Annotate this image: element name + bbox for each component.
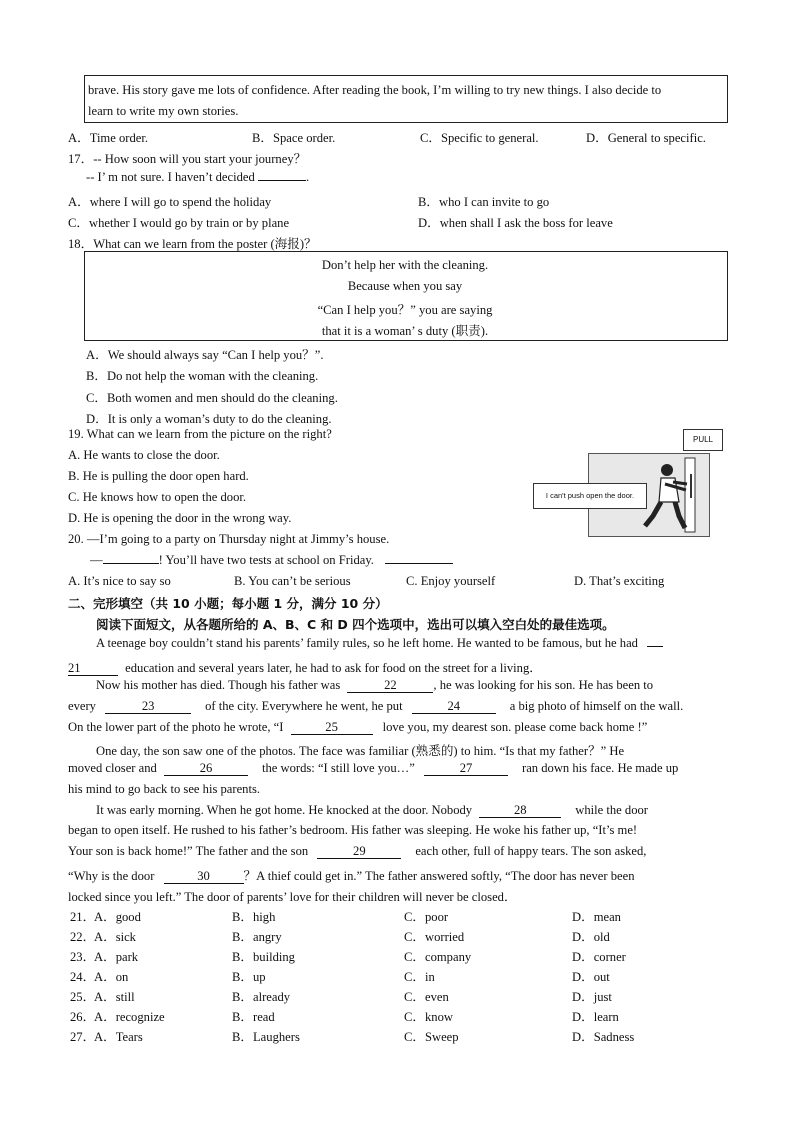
blank-26[interactable]: 26 — [164, 762, 248, 776]
option-d[interactable]: D．General to specific. — [586, 131, 706, 145]
passage-line: One day, the son saw one of the photos. The face was familiar (熟悉的) to him. “Is that my father？” He — [96, 744, 625, 758]
passage-text: education and several years later, he had to ask for food on the street for a living． — [125, 661, 542, 675]
poster-line: Because when you say — [347, 279, 463, 293]
passage-text: On the lower part of the photo he wrote, “I — [68, 720, 284, 734]
option-a[interactable]: A. It’s nice to say so — [68, 574, 171, 588]
question-17: 17．-- How soon will you start your journey？ — [68, 152, 307, 166]
cloze-option-c[interactable]: C．in — [404, 970, 435, 984]
cloze-option-b[interactable]: B．high — [232, 910, 276, 924]
cloze-option-d[interactable]: D．just — [572, 990, 612, 1004]
cloze-option-c[interactable]: C．know — [404, 1010, 453, 1024]
passage-text: , he was looking for his son. He has been to — [433, 678, 654, 692]
cloze-option-d[interactable]: D．corner — [572, 950, 626, 964]
passage-text: a big photo of himself on the wall. — [509, 699, 684, 713]
pull-sign: PULL — [683, 429, 723, 451]
option-b[interactable]: B．who I can invite to go — [418, 195, 550, 209]
passage-text: “Why is the door — [68, 869, 155, 883]
section-heading: 二、完形填空（共 10 小题；每小题 1 分，满分 10 分） — [68, 596, 388, 611]
cloze-option-d[interactable]: D．out — [572, 970, 610, 984]
cloze-option-c[interactable]: C．even — [404, 990, 449, 1004]
option-d[interactable]: D．It is only a woman’s duty to do the cleaning. — [86, 412, 332, 426]
cloze-question-number: 27． — [70, 1030, 96, 1044]
passage-text: Your son is back home!” The father and the son — [68, 844, 309, 858]
cloze-question-number: 26． — [70, 1010, 96, 1024]
cloze-option-b[interactable]: B．up — [232, 970, 266, 984]
passage-line: brave. His story gave me lots of confidence. After reading the book, I’m willing to try new things. I also decide to — [88, 83, 662, 97]
passage-text: moved closer and — [68, 761, 157, 775]
option-d[interactable]: D. That’s exciting — [574, 574, 665, 588]
option-c[interactable]: C．whether I would go by train or by plane — [68, 216, 290, 230]
question-18: 18．What can we learn from the poster (海报)？ — [68, 237, 317, 251]
cloze-option-a[interactable]: A．sick — [94, 930, 136, 944]
cloze-option-a[interactable]: A．park — [94, 950, 139, 964]
passage-line: began to open itself. He rushed to his father’s bedroom. His father was sleeping. He woke his father up, “It’s me! — [68, 823, 638, 837]
passage-line: his mind to go back to see his parents. — [68, 782, 261, 796]
cloze-option-c[interactable]: C．company — [404, 950, 472, 964]
passage-text: the words: “I still love you…” — [261, 761, 415, 775]
cloze-option-b[interactable]: B．read — [232, 1010, 275, 1024]
passage-line: learn to write my own stories. — [88, 104, 239, 118]
passage-text: each other, full of happy tears. The son asked, — [415, 844, 647, 858]
passage-text: It was early morning. When he got home. He knocked at the door. Nobody — [96, 803, 473, 817]
cloze-question-number: 22． — [70, 930, 96, 944]
option-c[interactable]: C．Both women and men should do the cleaning. — [86, 391, 338, 405]
option-b[interactable]: B. He is pulling the door open hard. — [68, 469, 249, 483]
passage-line — [68, 720, 647, 735]
question-20: 20. —I’m going to a party on Thursday night at Jimmy’s house. — [68, 532, 390, 546]
section-instruction: 阅读下面短文，从各题所给的 A、B、C 和 D 四个选项中，选出可以填入空白处的最佳选项。 — [96, 617, 615, 632]
cloze-question-number: 24． — [70, 970, 96, 984]
option-d[interactable]: D．when shall I ask the boss for leave — [418, 216, 613, 230]
answer-blank[interactable] — [103, 563, 159, 564]
passage-text: ？A thief could get in.” The father answered softly, “The door has never been — [243, 869, 635, 883]
cloze-option-d[interactable]: D．old — [572, 930, 610, 944]
cloze-option-b[interactable]: B．Laughers — [232, 1030, 300, 1044]
answer-blank[interactable] — [385, 563, 453, 564]
option-a[interactable]: A．We should always say “Can I help you？”. — [86, 348, 324, 362]
passage-line — [68, 657, 542, 676]
cloze-option-a[interactable]: A．still — [94, 990, 135, 1004]
passage-line: locked since you left.” The door of parents’ love for their children will never be closed． — [68, 890, 517, 904]
blank-27[interactable]: 27 — [424, 762, 508, 776]
passage-line — [68, 865, 635, 884]
blank-28[interactable]: 28 — [479, 804, 561, 818]
option-a[interactable]: A．where I will go to spend the holiday — [68, 195, 272, 209]
passage-text: A teenage boy couldn’t stand his parents’ family rules, so he left home. He wanted to be famous, but he had — [96, 636, 638, 650]
passage-text: Now his mother has died. Though his father was — [96, 678, 341, 692]
cloze-option-c[interactable]: C．Sweep — [404, 1030, 459, 1044]
blank-22[interactable]: 22 — [347, 679, 433, 693]
cloze-question-number: 25． — [70, 990, 96, 1004]
question-17-text: -- I’ m not sure. I haven’t decided — [86, 170, 255, 184]
passage-line — [96, 678, 653, 693]
cloze-option-a[interactable]: A．recognize — [94, 1010, 165, 1024]
answer-blank[interactable] — [258, 180, 306, 181]
passage-line — [68, 844, 646, 859]
passage-line — [96, 803, 648, 818]
blank-29[interactable]: 29 — [317, 845, 401, 859]
cloze-option-c[interactable]: C．poor — [404, 910, 449, 924]
blank-25[interactable]: 25 — [291, 721, 373, 735]
option-a[interactable]: A. He wants to close the door. — [68, 448, 220, 462]
cloze-option-b[interactable]: B．building — [232, 950, 295, 964]
passage-line — [68, 699, 683, 714]
cloze-option-d[interactable]: D．mean — [572, 910, 621, 924]
passage-text: of the city. Everywhere he went, he put — [205, 699, 403, 713]
question-20-text: ! You’ll have two tests at school on Friday. — [158, 553, 374, 567]
option-d[interactable]: D. He is opening the door in the wrong way. — [68, 511, 292, 525]
cloze-option-d[interactable]: D．learn — [572, 1010, 619, 1024]
option-c[interactable]: C. He knows how to open the door. — [68, 490, 247, 504]
cloze-option-b[interactable]: B．already — [232, 990, 291, 1004]
option-c[interactable]: C．Specific to general. — [420, 131, 539, 145]
passage-text: love you, my dearest son. please come back home !” — [382, 720, 648, 734]
passage-line — [68, 761, 678, 776]
blank-23[interactable]: 23 — [105, 700, 191, 714]
option-b[interactable]: B. You can’t be serious — [234, 574, 351, 588]
cloze-option-c[interactable]: C．worried — [404, 930, 465, 944]
passage-text: while the door — [575, 803, 648, 817]
cloze-option-a[interactable]: A．Tears — [94, 1030, 143, 1044]
blank-21-lead — [647, 646, 663, 647]
question-19: 19. What can we learn from the picture on the right? — [68, 427, 332, 441]
option-a[interactable]: A．Time order. — [68, 131, 148, 145]
blank-24[interactable]: 24 — [412, 700, 496, 714]
option-c[interactable]: C. Enjoy yourself — [406, 574, 496, 588]
cloze-question-number: 21． — [70, 910, 96, 924]
option-b[interactable]: B．Do not help the woman with the cleaning. — [86, 369, 319, 383]
blank-30[interactable]: 30 — [164, 870, 244, 884]
passage-text: ran down his face. He made up — [522, 761, 679, 775]
poster-line: “Can I help you？” you are saying — [317, 303, 493, 317]
cloze-option-a[interactable]: A．good — [94, 910, 141, 924]
passage-text: every — [68, 699, 96, 713]
cloze-option-b[interactable]: B．angry — [232, 930, 282, 944]
passage-line — [96, 636, 663, 651]
speech-bubble: I can't push open the door. — [533, 483, 647, 509]
question-17-answer-line: -- I’ m not sure. I haven’t decided . — [86, 170, 310, 184]
blank-21[interactable]: 21 — [68, 662, 118, 676]
poster-line: Don’t help her with the cleaning. — [321, 258, 489, 272]
cloze-question-number: 23． — [70, 950, 96, 964]
cloze-option-a[interactable]: A．on — [94, 970, 129, 984]
option-b[interactable]: B．Space order. — [252, 131, 336, 145]
poster-line: that it is a woman’ s duty (职责). — [321, 324, 489, 338]
question-20-response: — ! You’ll have two tests at school on Friday. — [90, 553, 453, 568]
cloze-option-d[interactable]: D．Sadness — [572, 1030, 635, 1044]
